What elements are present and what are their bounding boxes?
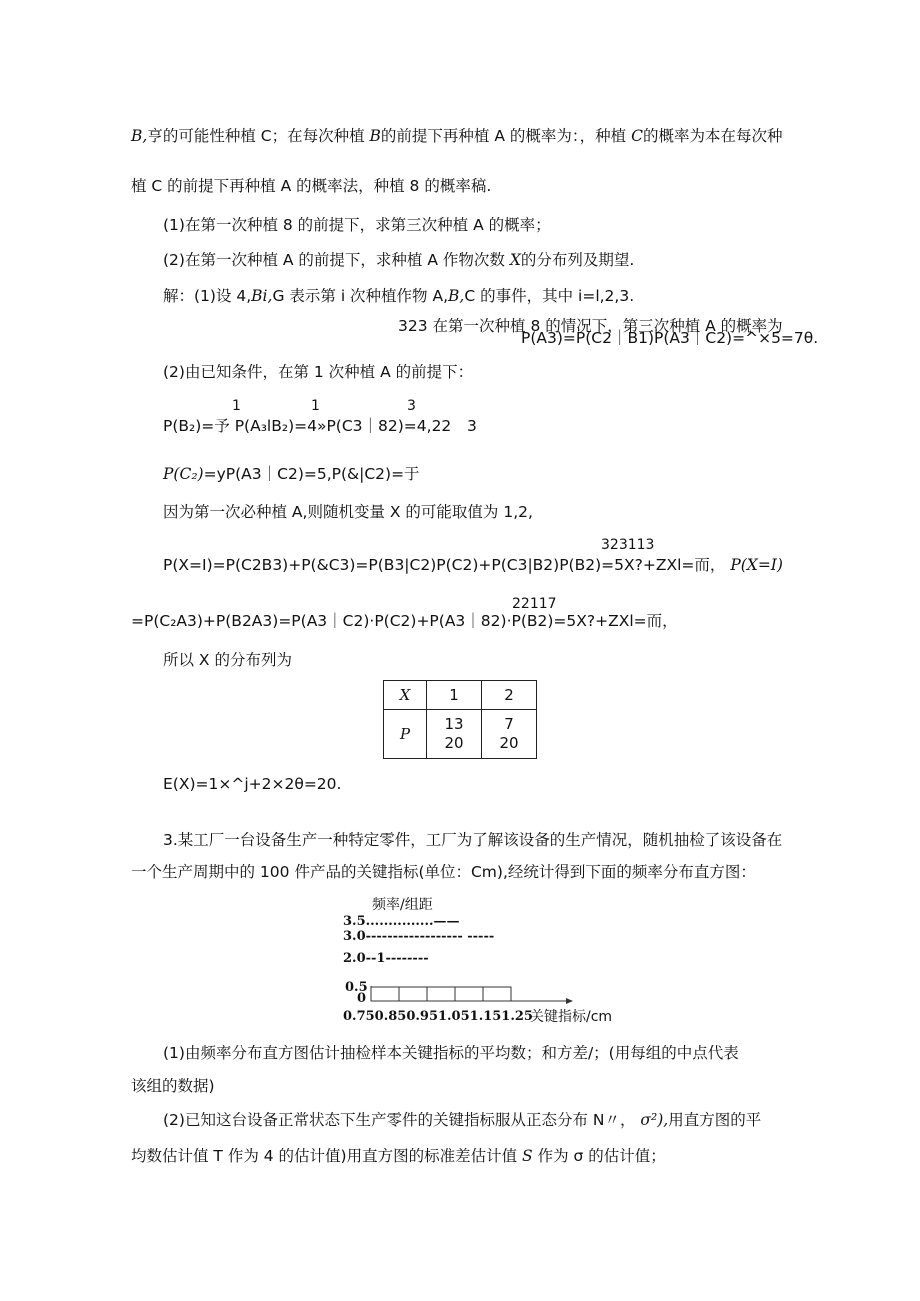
chart-y-tick-3-0: 3.0------------------ ----- (343, 929, 495, 944)
sub-question-2-text-a2: 用直方图的平 (668, 1111, 762, 1129)
solution-323: 323 在第一次种植 8 的情况下，第三次种植 A 的概率为 (398, 317, 783, 335)
table-header-p: P (384, 710, 427, 759)
fraction-numerator: 13 (444, 715, 464, 733)
table-header-x: X (384, 681, 427, 710)
var-bi: Bi, (251, 287, 273, 305)
histogram-bar (483, 987, 511, 1001)
histogram-bar (455, 987, 483, 1001)
intro-text-1b: 的前提下再种植 A 的概率为：，种植 (380, 127, 627, 145)
probability-b2-line: P(B₂)=予 P(A₃lB₂)=4»P(C3｜82)=4,22 (163, 417, 452, 435)
solution-pa3: P(A3)=P(C2｜B1)P(A3｜C2)=^×5=7θ. (521, 329, 819, 347)
x-axis-arrow (566, 998, 573, 1004)
probability-c2-text: =yP(A3｜C2)=5,P(&|C2)=于 (203, 465, 420, 483)
sub-question-1-line-1: (1)由频率分布直方图估计抽检样本关键指标的平均数；和方差/；(用每组的中点代表 (163, 1044, 739, 1062)
problem-3-line-2: 一个生产周期中的 100 件产品的关键指标(单位：Cm),经统计得到下面的频率分布直方图： (131, 863, 756, 881)
solution-intro (163, 286, 634, 306)
sigma-squared: σ²), (640, 1111, 669, 1129)
px1-italic: P(X=I) (730, 556, 783, 574)
expectation-line: E(X)=1×^j+2×2θ=20. (163, 775, 342, 793)
question-2-text-a: (2)在第一次种植 A 的前提下，求种植 A 作物次数 (163, 251, 505, 269)
var-s: S (522, 1147, 533, 1165)
px1-line (163, 555, 783, 575)
number-323113: 323113 (601, 537, 655, 553)
question-1: (1)在第一次种植 8 的前提下，求第三次种植 A 的概率； (163, 216, 551, 234)
sub-question-2-text-c: 作为 σ 的估计值； (537, 1147, 666, 1165)
histogram-bar (371, 987, 399, 1001)
sub-question-2-text-a: (2)已知这台设备正常状态下生产零件的关键指标服从正态分布 N〃， (163, 1111, 636, 1129)
chart-x-ticks: 0.750.850.951.051.151.25 (343, 1009, 533, 1024)
superscript-2: 1 (311, 398, 320, 414)
table-cell: 2 (482, 681, 537, 710)
chart-y-axis-label: 频率/组距 (372, 897, 433, 913)
question-2-text-b: 的分布列及期望. (520, 251, 635, 269)
distribution-intro: 所以 X 的分布列为 (163, 651, 292, 669)
var-c: C (631, 127, 643, 145)
probability-b2-trailing: 3 (467, 417, 477, 435)
var-b: B, (131, 127, 148, 145)
distribution-table (383, 680, 537, 759)
number-22117: 22117 (512, 596, 557, 612)
chart-y-tick-3-5: 3.5...............—— (343, 914, 460, 929)
intro-text-1c: 的概率为本在每次种 (642, 127, 783, 145)
part-2-intro: (2)由已知条件，在第 1 次种植 A 的前提下： (163, 363, 474, 381)
solution-text-c: C 的事件，其中 i=l,2,3. (464, 287, 635, 305)
var-b2: B (369, 127, 381, 145)
intro-text-1: 亨的可能性种植 C；在每次种植 (147, 127, 365, 145)
fraction-denominator: 20 (499, 734, 519, 752)
question-2 (163, 250, 634, 270)
intro-line-1 (131, 126, 782, 146)
sub-question-2-line-1 (163, 1110, 761, 1130)
sub-question-1-line-2: 该组的数据) (131, 1077, 215, 1095)
solution-text-b: G 表示第 i 次种植作物 A, (272, 287, 449, 305)
random-variable-line: 因为第一次必种植 A,则随机变量 X 的可能取值为 1,2, (163, 503, 533, 521)
histogram-bar (399, 987, 427, 1001)
chart-y-tick-0-5: 0.5 (345, 980, 368, 995)
table-cell (482, 710, 537, 759)
solution-text-a: 解：(1)设 4, (163, 287, 252, 305)
px2-line: =P(C₂A3)+P(B2A3)=P(A3｜C2)·P(C2)+P(A3｜82)·P(B2)=5X?+ZXl=而， (131, 612, 678, 630)
var-b3: B, (448, 287, 465, 305)
chart-y-tick-2-0: 2.0--1-------- (343, 951, 429, 966)
histogram-bar (427, 987, 455, 1001)
sub-question-2-line-2 (131, 1146, 666, 1166)
superscript-3: 3 (407, 398, 416, 414)
probability-c2-line (163, 464, 420, 484)
px1-text: P(X=I)=P(C2B3)+P(&C3)=P(B3|C2)P(C2)+P(C3|B2)P(B2)=5X?+ZXl=而， (163, 556, 726, 574)
table-cell (427, 710, 482, 759)
superscript-1: 1 (232, 398, 241, 414)
table-row (384, 681, 537, 710)
fraction-numerator: 7 (504, 715, 514, 733)
problem-3-line-1: 3.某工厂一台设备生产一种特定零件，工厂为了解该设备的生产情况，随机抽检了该设备在 (163, 831, 783, 849)
table-row (384, 710, 537, 759)
var-pc2: P(C₂) (163, 465, 204, 483)
chart-y-tick-0: 0 (357, 991, 367, 1006)
sub-question-2-text-b: 均数估计值 T 作为 4 的估计值)用直方图的标准差估计值 (131, 1147, 518, 1165)
intro-line-2: 植 C 的前提下再种植 A 的概率法，种植 8 的概率稿. (131, 177, 492, 195)
table-cell: 1 (427, 681, 482, 710)
var-x: X (509, 251, 521, 269)
fraction-denominator: 20 (444, 734, 464, 752)
chart-x-axis-label: 关键指标/cm (530, 1009, 613, 1025)
